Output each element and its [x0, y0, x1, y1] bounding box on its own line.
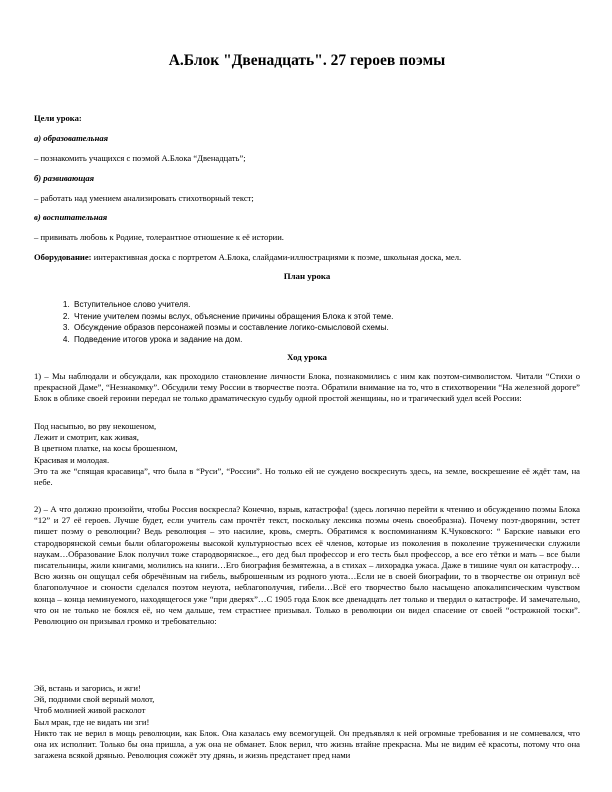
plan-item: 4. Подведение итогов урока и задание на дом. [72, 334, 393, 346]
verse-line: Эй, подними свой верный молот, [34, 694, 155, 705]
verse-line: Лежит и смотрит, как живая, [34, 432, 139, 443]
verse-line: Под насыпью, во рву некошеном, [34, 421, 157, 431]
verse-block-2 [34, 683, 580, 728]
verse-line: В цветном платке, на косы брошенном, [34, 443, 178, 454]
goal-b-label: б) развивающая [34, 173, 95, 183]
goals-heading: Цели урока: [34, 113, 82, 123]
verse-line: Эй, встань и загорись, и жги! [34, 683, 141, 693]
page-title: А.Блок "Двенадцать". 27 героев поэмы [168, 52, 446, 69]
plan-item: 1. Вступительное слово учителя. [72, 299, 393, 311]
verse-block-1 [34, 421, 580, 488]
plan-item: 2. Чтение учителем поэмы вслух, объяснение причины обращения Блока к этой теме. [72, 311, 393, 323]
goal-b-text: – работать над умением анализировать стихотворный текст; [34, 193, 254, 203]
paragraph-3: Никто так не верил в мощь революции, как Блок. Она казалась ему всемогущей. Он предъявлял к ней огромные требования и не сомневался, что она их исполнит. Только бы она пришла, а уж она не обманет. Блок верил, что жизнь втайне прекрасна. Мы не видим её красоты, потому что она загажена всякой дрянью. Революция сожжёт эту дрянь, и жизнь предстанет пред нами [34, 728, 580, 761]
goal-a-text: – познакомить учащихся с поэмой А.Блока “Двенадцать”; [34, 153, 246, 163]
equipment-label: Оборудование: [34, 252, 92, 262]
plan-list [56, 299, 393, 345]
goal-a-label: а) образовательная [34, 133, 109, 143]
paragraph-1: 1) – Мы наблюдали и обсуждали, как проходило становление личности Блока, познакомились с ним как поэтом-символистом. Читали “Стихи о прекрасной Даме”, “Незнакомку”. Обсудили тему России в творчестве поэта. Обратили внимание на то, что в стихотворении “На железной дороге” Блок в облике своей героини передал не только драматическую судьбу одной простой женщины, но и трагический удел всей России: [34, 371, 580, 404]
course-heading: Ход урока [287, 352, 327, 362]
verse-line: Был мрак, где не видать ни зги! [34, 716, 150, 727]
verse-line: Красивая и молодая. [34, 454, 110, 465]
plan-heading: План урока [283, 271, 331, 281]
equipment-line [34, 252, 580, 263]
goal-c-label: в) воспитательная [34, 212, 108, 222]
verse-line: Чтоб молнией живой расколот [34, 705, 146, 716]
verse-comment: Это та же “спящая красавица”, что была в “Руси”, “России”. Но только ей не суждено воскреснуть здесь, на земле, воскрешение её ждёт там, на небе. [34, 465, 580, 488]
paragraph-2: 2) – А что должно произойти, чтобы Россия воскресла? Конечно, взрыв, катастрофа! (здесь логично перейти к чтению и обсуждению поэмы Блока “12” и 27 её героев. Лучше будет, если учитель сам прочтёт текст, поскольку лексика поэмы очень своеобразна). Почему поэт-дворянин, эстет пишет поэму о революции? Ведь революция – это насилие, кровь, смерть. Обратимся к воспоминаниям К.Чуковского: “ Барские навыки его стародворянской семьи были облагорожены высокой культурностью всех её членов, которые из поколения в поколение труженически служили наукам…Образование Блок получил тоже стародворянское.., его дед был профессор и его тесть был профессор, а все его тётки и мать – все были писательницы, жили книгами, молились на книги…Его биография безмятежна, а в стихах – лихорадка ужаса. Даже в тишине чуял он катастрофу…Всю жизнь он ощущал себя обречённым на гибель, выброшенным из родного уюта…Если не в своей биографии, то в творчестве он отринул всё благополучное и сюности сделался поэтом неуюта, неблагополучия, гибели…Всё его творчество было насыщено апокалипсическим чувством конца – конца неминуемого, находящегося уже “при дверях”…С 1905 года Блок все двенадцать лет только и твердил о катастрофе. И замечательно, что он не только не боялся её, но чем дальше, тем страстнее призывал. Только в революции он видел спасение от своей “острожной тоски”. Революцию он призывал громко и требовательно: [34, 504, 580, 627]
goal-c-text: – прививать любовь к Родине, толерантное отношение к её истории. [34, 232, 284, 242]
plan-item: 3. Обсуждение образов персонажей поэмы и составление логико-смысловой схемы. [72, 322, 393, 334]
equipment-text: интерактивная доска с портретом А.Блока, слайдами-иллюстрациями к поэме, школьная доска, мел. [91, 252, 462, 262]
